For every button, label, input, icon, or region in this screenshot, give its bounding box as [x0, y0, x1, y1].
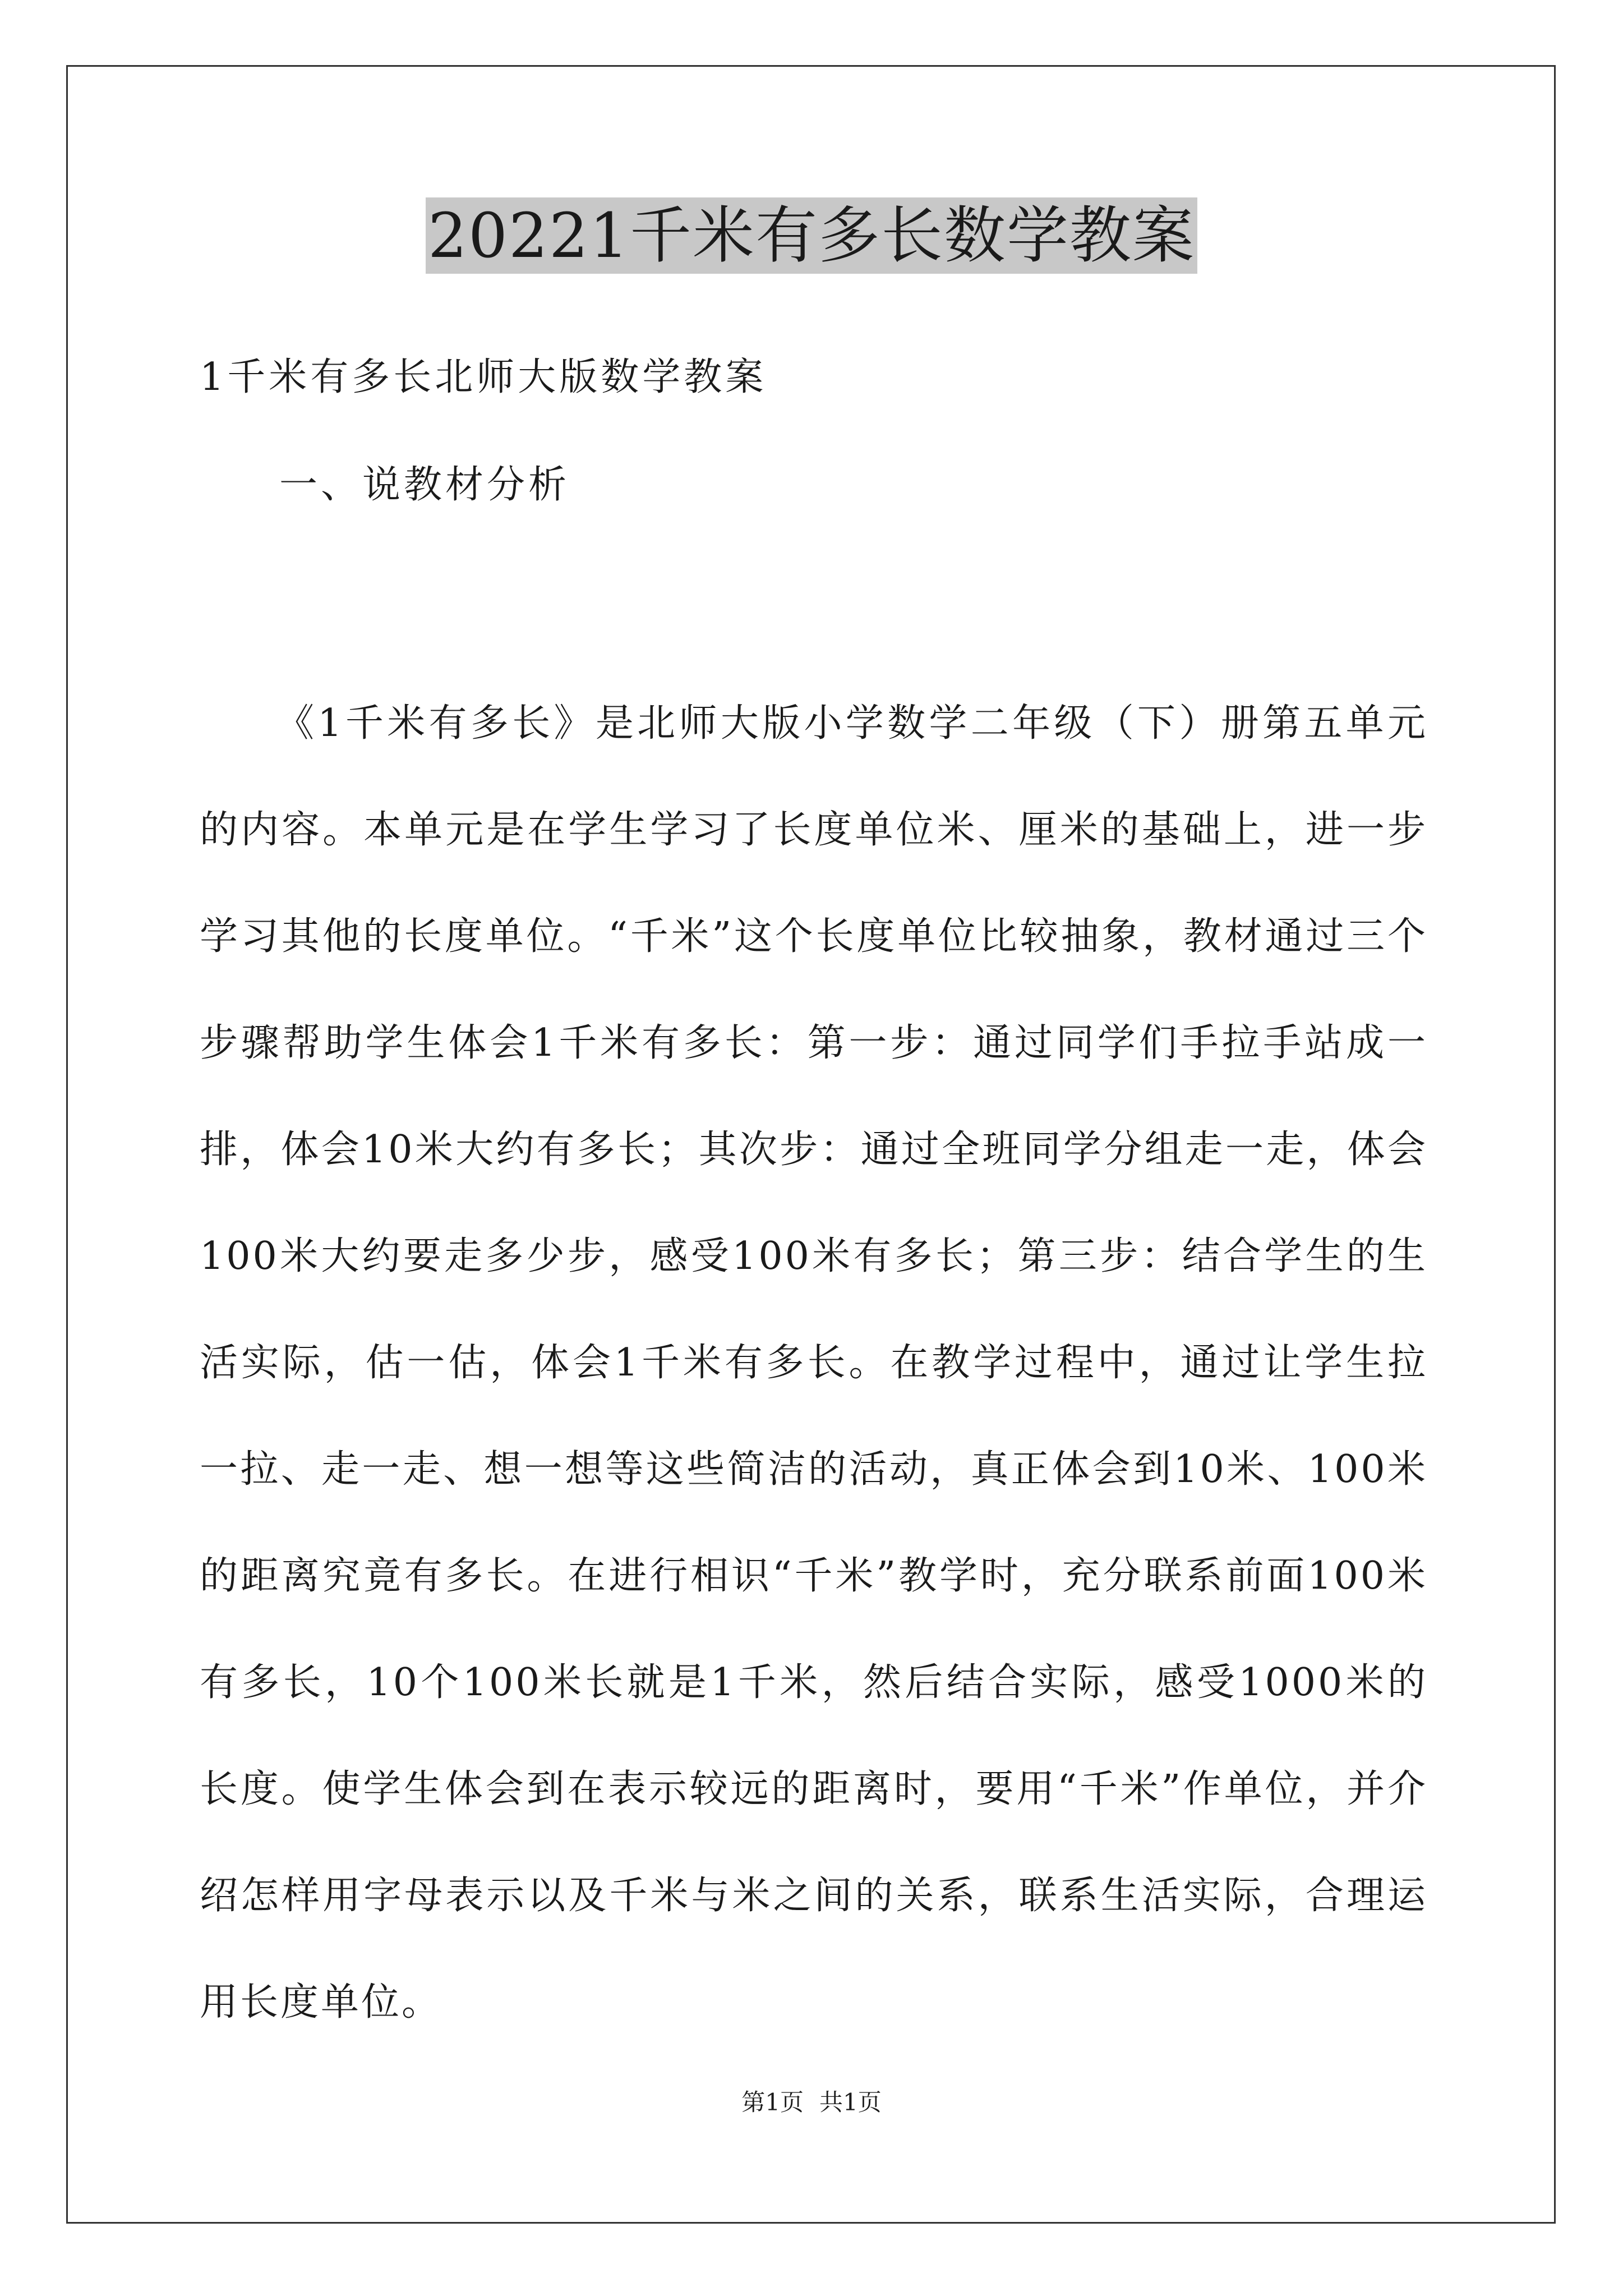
- section-heading: 一、说教材分析: [279, 463, 570, 507]
- document-subtitle: 1千米有多长北师大版数学教案: [200, 355, 767, 399]
- body-paragraph: 《1千米有多长》是北师大版小学数学二年级（下）册第五单元的内容。本单元是在学生学习了长度单位米、厘米的基础上，进一步学习其他的长度单位。“千米”这个长度单位比较抽象，教材通过三个步骤帮助学生体会1千米有多长：第一步：通过同学们手拉手站成一排，体会10米大约有多长；其次步：通过全班同学分组走一走，体会100米大约要走多少步，感受100米有多长；第三步：结合学生的生活实际，估一估，体会1千米有多长。在教学过程中，通过让学生拉一拉、走一走、想一想等这些简洁的活动，真正体会到10米、100米的距离究竟有多长。在进行相识“千米”教学时，充分联系前面100米有多长，10个100米长就是1千米，然后结合实际，感受1000米的长度。使学生体会到在表示较远的距离时，要用“千米”作单位，并介绍怎样用字母表示以及千米与米之间的关系，联系生活实际，合理运用长度单位。: [200, 701, 1428, 2024]
- title-container: [0, 197, 1623, 274]
- page-total: 共1页: [819, 2088, 882, 2116]
- document-title: 20221千米有多长数学教案: [426, 197, 1197, 274]
- page-number: 第1页: [741, 2088, 804, 2116]
- page-footer: [0, 2087, 1623, 2118]
